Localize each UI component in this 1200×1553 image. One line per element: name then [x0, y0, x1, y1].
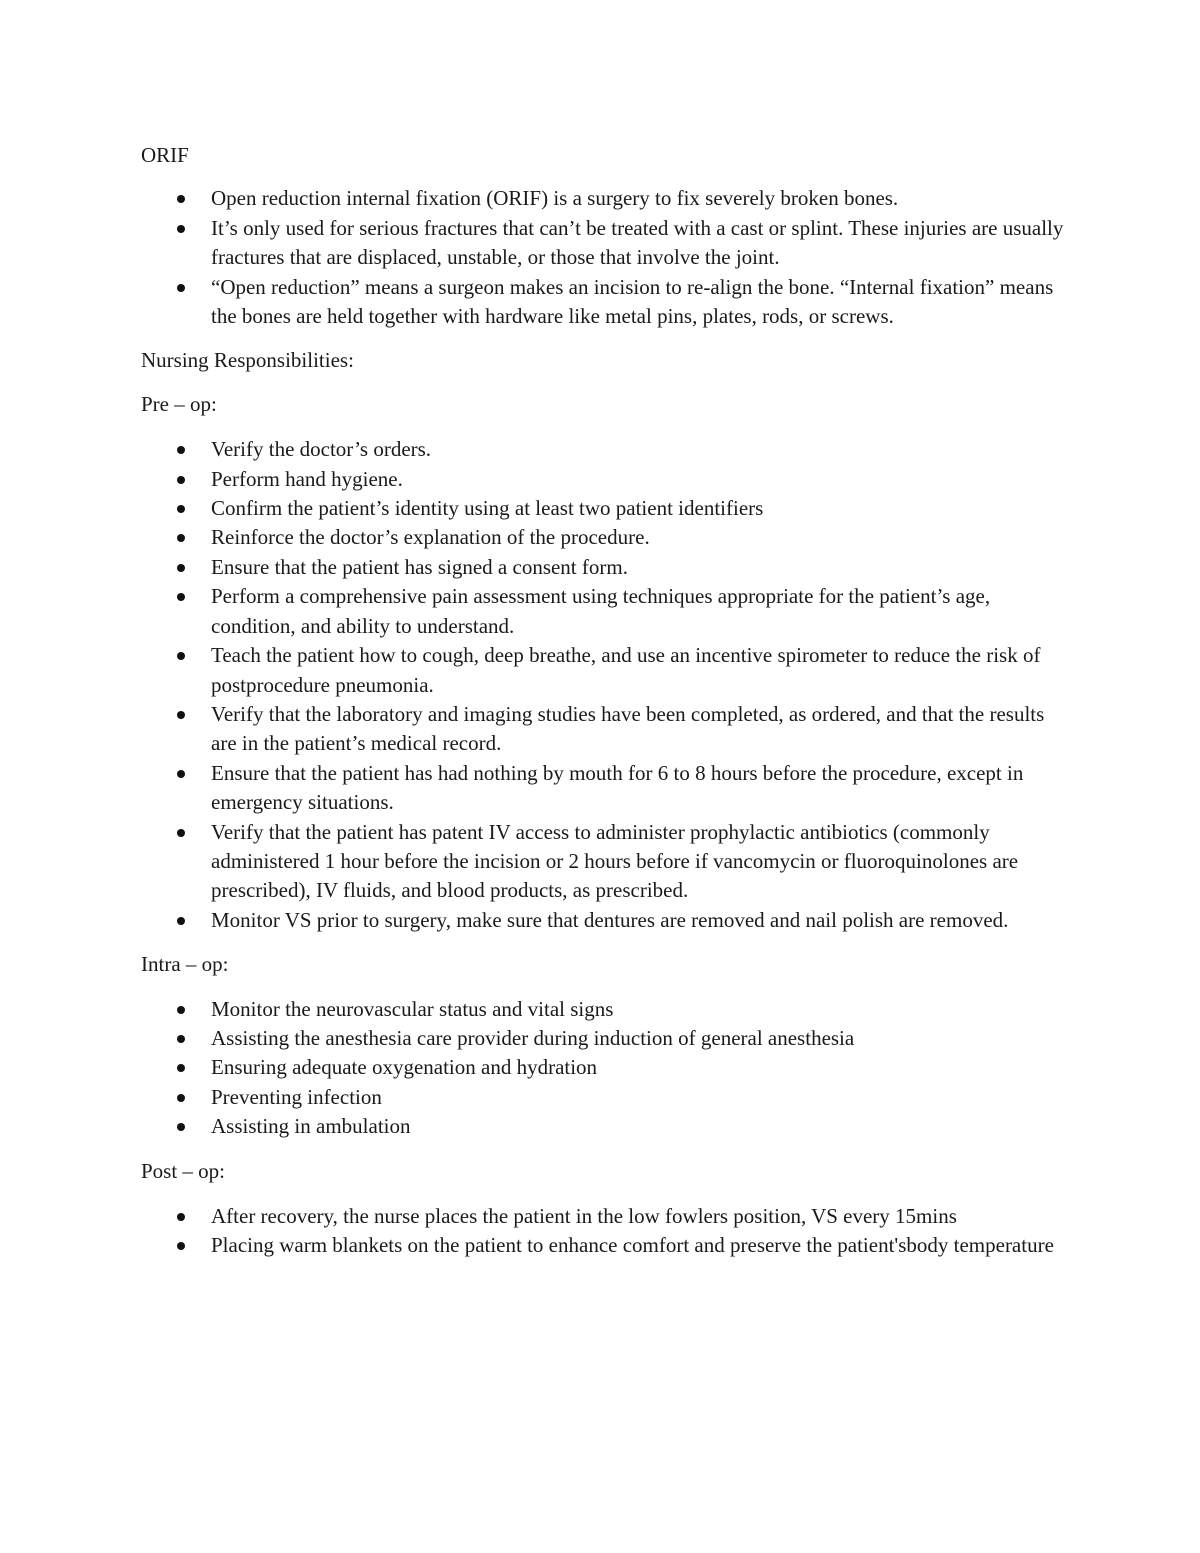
list-item: Ensure that the patient has had nothing by mouth for 6 to 8 hours before the procedure, except in emergency situations. [141, 759, 1066, 818]
list-item: “Open reduction” means a surgeon makes an incision to re-align the bone. “Internal fixation” means the bones are held together with hardware like metal pins, plates, rods, or screws. [141, 273, 1066, 332]
intro-list [141, 184, 1066, 331]
list-item: Verify that the laboratory and imaging studies have been completed, as ordered, and that the results are in the patient’s medical record. [141, 700, 1066, 759]
list-item: Open reduction internal fixation (ORIF) is a surgery to fix severely broken bones. [141, 184, 1066, 213]
intraop-heading: Intra – op: [141, 952, 229, 977]
list-item: Preventing infection [141, 1083, 1066, 1112]
list-item: Ensure that the patient has signed a consent form. [141, 553, 1066, 582]
list-item: Placing warm blankets on the patient to enhance comfort and preserve the patient'sbody temperature [141, 1231, 1066, 1260]
postop-list [141, 1202, 1066, 1261]
preop-heading: Pre – op: [141, 391, 217, 416]
list-item: Verify that the patient has patent IV access to administer prophylactic antibiotics (commonly administered 1 hour before the incision or 2 hours before if vancomycin or fluoroquinolones are prescribed), IV fluids, and blood products, as prescribed. [141, 818, 1066, 906]
list-item: Monitor the neurovascular status and vital signs [141, 995, 1066, 1024]
list-item: Assisting in ambulation [141, 1112, 1066, 1141]
preop-list [141, 435, 1066, 935]
intraop-list [141, 995, 1066, 1142]
document-title: ORIF [141, 143, 189, 167]
list-item: Reinforce the doctor’s explanation of the procedure. [141, 523, 1066, 552]
list-item: Confirm the patient’s identity using at least two patient identifiers [141, 494, 1066, 523]
list-item: Perform a comprehensive pain assessment using techniques appropriate for the patient’s age, condition, and ability to understand. [141, 582, 1066, 641]
list-item: Verify the doctor’s orders. [141, 435, 1066, 464]
postop-heading: Post – op: [141, 1158, 226, 1183]
list-item: Assisting the anesthesia care provider during induction of general anesthesia [141, 1024, 1066, 1053]
list-item: After recovery, the nurse places the patient in the low fowlers position, VS every 15mins [141, 1202, 1066, 1231]
list-item: Ensuring adequate oxygenation and hydration [141, 1053, 1066, 1082]
list-item: Perform hand hygiene. [141, 465, 1066, 494]
list-item: Teach the patient how to cough, deep breathe, and use an incentive spirometer to reduce the risk of postprocedure pneumonia. [141, 641, 1066, 700]
document-page [141, 141, 1066, 1261]
nursing-responsibilities-heading: Nursing Responsibilities: [141, 348, 354, 373]
list-item: It’s only used for serious fractures that can’t be treated with a cast or splint. These injuries are usually fractures that are displaced, unstable, or those that involve the joint. [141, 214, 1066, 273]
list-item: Monitor VS prior to surgery, make sure that dentures are removed and nail polish are removed. [141, 906, 1066, 935]
